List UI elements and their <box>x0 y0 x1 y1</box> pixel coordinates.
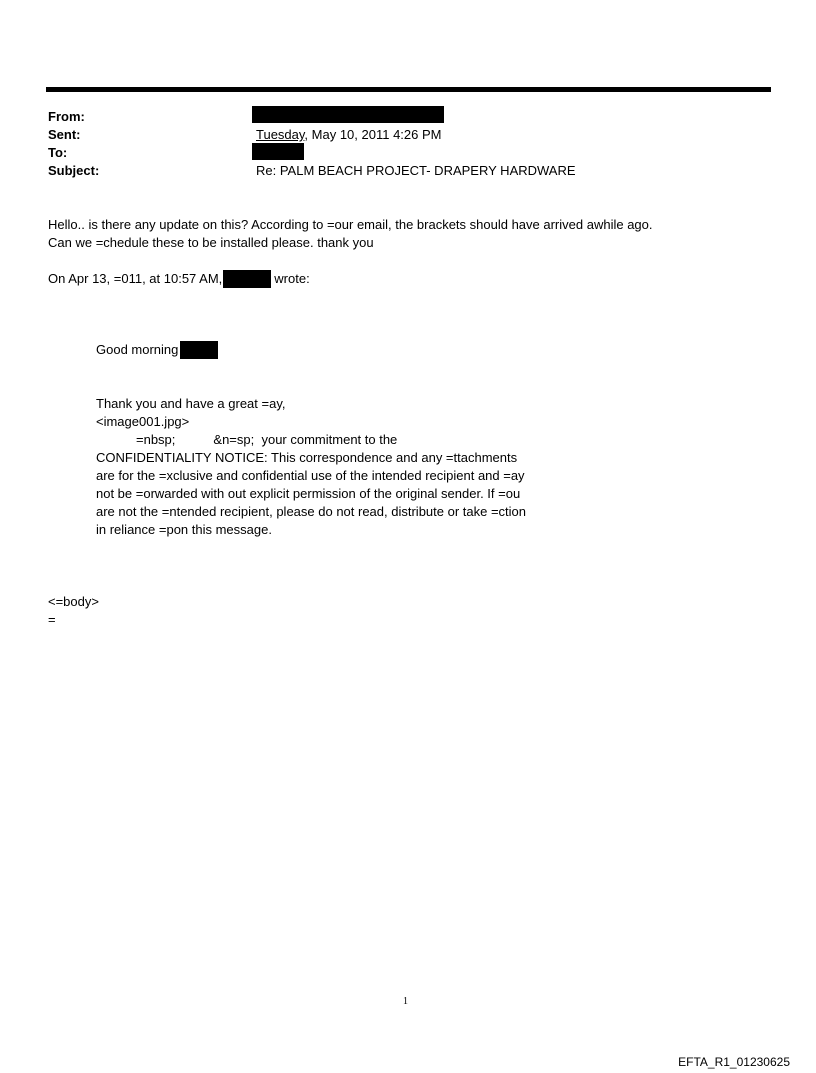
confidentiality-notice-2: are for the =xclusive and confidential use of the intended recipient and =ay <box>96 468 525 483</box>
quote-intro-prefix: On Apr 13, =011, at 10:57 AM, <box>48 271 223 286</box>
body-tag-artifact: <=body> <box>48 594 99 609</box>
subject-label: Subject: <box>48 163 100 178</box>
from-redaction <box>252 106 444 123</box>
quote-intro-suffix: wrote: <box>274 271 310 286</box>
quoted-image-placeholder: <image001.jpg> <box>96 414 190 429</box>
sent-label: Sent: <box>48 127 81 142</box>
body-line-1: Hello.. is there any update on this? According to =our email, the brackets should have arrived awhile ago. <box>48 217 653 232</box>
sent-day: Tuesday <box>256 127 305 142</box>
confidentiality-notice-5: in reliance =pon this message. <box>96 522 272 537</box>
quoted-nbsp-line <box>136 431 397 449</box>
to-label: To: <box>48 145 68 160</box>
sent-value <box>256 127 441 143</box>
quote-intro <box>48 270 310 288</box>
greeting-text: Good morning <box>96 342 179 357</box>
quoted-thanks: Thank you and have a great =ay, <box>96 396 286 411</box>
body-line-2: Can we =chedule these to be installed please. thank you <box>48 235 374 250</box>
from-label: From: <box>48 109 85 124</box>
subject-value: Re: PALM BEACH PROJECT- DRAPERY HARDWARE <box>256 163 576 178</box>
confidentiality-notice-3: not be =orwarded with out explicit permission of the original sender. If =ou <box>96 486 521 501</box>
confidentiality-notice-4: are not the =ntended recipient, please do not read, distribute or take =ction <box>96 504 527 519</box>
header-divider <box>46 87 771 92</box>
sent-date-time: , May 10, 2011 4:26 PM <box>304 127 442 142</box>
sender-redaction <box>223 270 271 288</box>
quoted-greeting <box>96 341 218 359</box>
to-redaction <box>252 143 304 160</box>
confidentiality-notice-1: CONFIDENTIALITY NOTICE: This correspondence and any =ttachments <box>96 450 518 465</box>
greeting-redaction <box>180 341 218 359</box>
nbsp-right: &n=sp; your commitment to the <box>213 432 398 447</box>
bates-number: EFTA_R1_01230625 <box>678 1055 790 1069</box>
equals-artifact: = <box>48 612 56 627</box>
page-number: 1 <box>403 996 408 1007</box>
nbsp-left: =nbsp; <box>136 432 176 447</box>
